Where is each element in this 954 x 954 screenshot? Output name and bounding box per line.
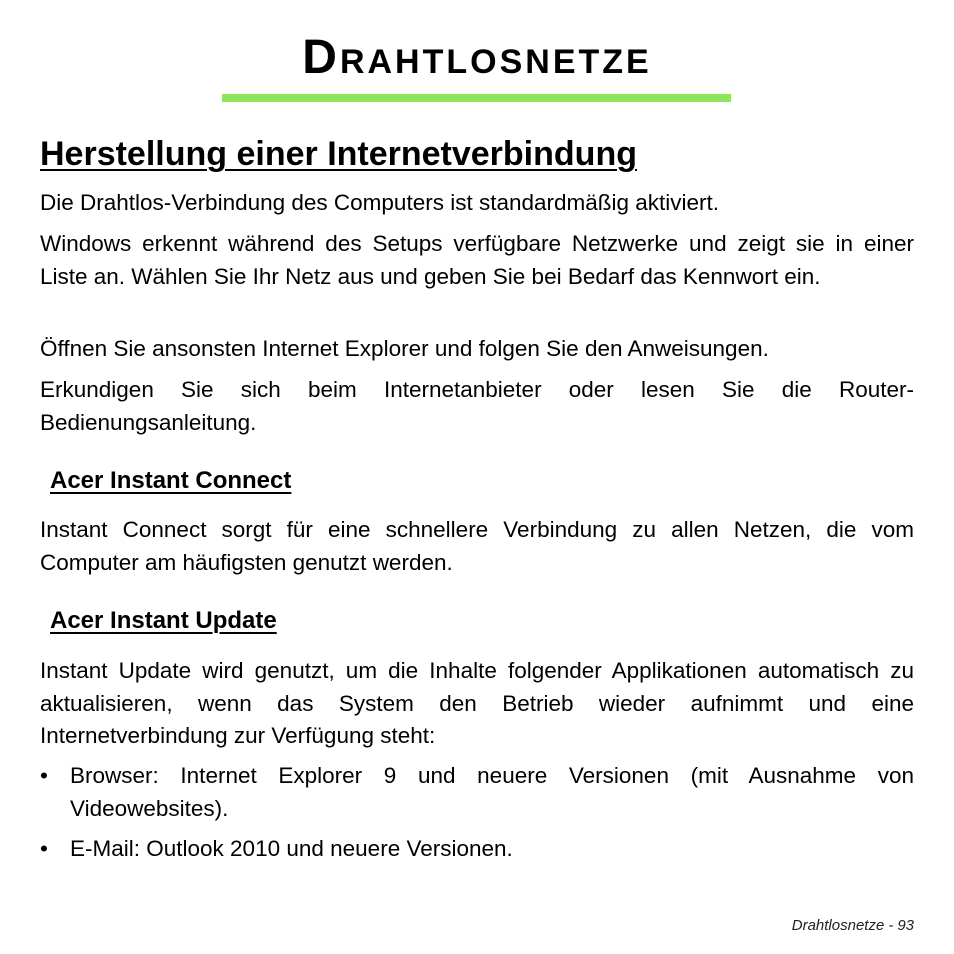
bullet-icon: • <box>40 763 48 788</box>
footer-section-name: Drahtlosnetze <box>791 917 885 934</box>
list-item-email <box>40 833 914 866</box>
bullet-list-applications <box>40 760 914 874</box>
paragraph-wireless-default: Die Drahtlos-Verbindung des Computers ist standardmäßig aktiviert. <box>40 190 720 215</box>
page-footer <box>792 916 914 936</box>
subheading-instant-connect: Acer Instant Connect <box>50 467 292 494</box>
subheading-instant-update: Acer Instant Update <box>50 607 277 634</box>
page-number: 93 <box>897 917 914 934</box>
list-item-browser-text: Browser: Internet Explorer 9 und neuere Versionen (mit Ausnahme von Videowebsites). <box>70 763 914 821</box>
paragraph-instant-connect: Instant Connect sorgt für eine schnellere Verbindung zu allen Netzen, die vom Computer am häufigsten genutzt werden. <box>40 517 914 575</box>
list-item-browser <box>40 760 914 825</box>
paragraph-provider-info: Erkundigen Sie sich beim Internetanbieter oder lesen Sie die Router-Bedienungsanleitung. <box>40 377 914 435</box>
paragraph-windows-networks: Windows erkennt während des Setups verfügbare Netzwerke und zeigt sie in einer Liste an. Wählen Sie Ihr Netz aus und geben Sie bei Bedarf das Kennwort ein. <box>40 231 914 289</box>
footer-separator: - <box>888 917 894 934</box>
title-accent-rule <box>222 94 731 102</box>
bullet-icon: • <box>40 836 48 861</box>
section-heading: Herstellung einer Internetverbindung <box>40 135 637 173</box>
paragraph-instant-update: Instant Update wird genutzt, um die Inhalte folgender Applikationen automatisch zu aktualisieren, wenn das System den Betrieb wieder aufnimmt und eine Internetverbindung zur Verfügung steht: <box>40 658 914 748</box>
chapter-title: Drahtlosnetze <box>302 31 652 84</box>
list-item-email-text: E-Mail: Outlook 2010 und neuere Versionen. <box>70 836 513 861</box>
paragraph-internet-explorer: Öffnen Sie ansonsten Internet Explorer und folgen Sie den Anweisungen. <box>40 336 769 361</box>
